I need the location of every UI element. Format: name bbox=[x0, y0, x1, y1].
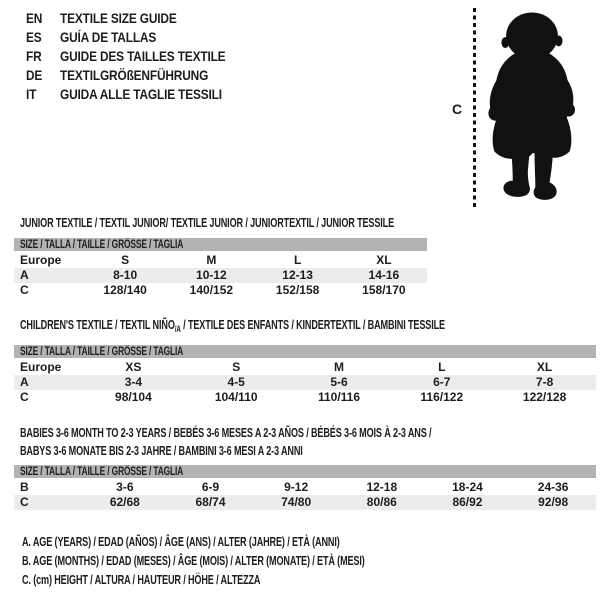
table-cell: 74/80 bbox=[281, 495, 312, 509]
lang-label: TEXTILE SIZE GUIDE bbox=[60, 10, 177, 26]
table-cell: 8-10 bbox=[113, 268, 138, 282]
table-cell: 92/98 bbox=[538, 495, 569, 509]
table-cell: M bbox=[333, 360, 344, 374]
table-cell: C bbox=[20, 390, 29, 404]
table-cell: 3-4 bbox=[124, 375, 143, 389]
babies-size-table bbox=[14, 465, 596, 510]
table-cell: M bbox=[206, 253, 217, 267]
table-cell: 80/86 bbox=[366, 495, 397, 509]
children-title-sub: /A bbox=[174, 324, 181, 334]
babies-title-line1: BABIES 3-6 MONTH TO 2-3 YEARS / BEBÉS 3-6 MESES A 2-3 AÑOS / BÉBÉS 3-6 MOIS À 2-3 ANS / bbox=[20, 425, 432, 440]
lang-code: FR bbox=[26, 48, 42, 64]
table-row bbox=[14, 495, 596, 510]
table-cell: 24-36 bbox=[537, 480, 569, 494]
size-header-row bbox=[14, 465, 596, 479]
table-cell: 6-7 bbox=[433, 375, 451, 389]
table-cell: 152/158 bbox=[275, 283, 320, 297]
table-cell: XL bbox=[536, 360, 553, 374]
table-row bbox=[14, 283, 427, 298]
table-cell: 6-9 bbox=[201, 480, 220, 494]
table-cell: 12-13 bbox=[282, 268, 313, 282]
table-cell: 98/104 bbox=[115, 390, 152, 404]
size-header-bar: SIZE / TALLA / TAILLE / GRÖSSE / TAGLIA bbox=[14, 345, 596, 359]
lang-code: EN bbox=[26, 10, 43, 26]
table-cell: S bbox=[121, 253, 130, 267]
size-header-bar: SIZE / TALLA / TAILLE / GRÖSSE / TAGLIA bbox=[14, 238, 427, 252]
toddler-silhouette-icon bbox=[486, 4, 578, 210]
lang-row-en bbox=[26, 9, 255, 28]
lang-label: GUÍA DE TALLAS bbox=[60, 29, 157, 45]
table-cell: A bbox=[20, 375, 29, 389]
height-measure-label: C bbox=[452, 101, 463, 117]
table-cell: 68/74 bbox=[195, 495, 226, 509]
table-cell: 140/152 bbox=[189, 283, 234, 297]
height-measure-dotted-line bbox=[473, 8, 476, 210]
table-cell: B bbox=[20, 480, 29, 494]
table-row bbox=[14, 252, 427, 268]
table-cell: C bbox=[20, 283, 29, 297]
table-cell: 116/122 bbox=[420, 390, 464, 404]
lang-row-es bbox=[26, 28, 255, 47]
table-cell: 128/140 bbox=[103, 283, 147, 297]
table-cell: XS bbox=[125, 360, 142, 374]
table-cell: 110/116 bbox=[317, 390, 361, 404]
size-header-bar: SIZE / TALLA / TAILLE / GRÖSSE / TAGLIA bbox=[14, 465, 596, 479]
table-cell: 5-6 bbox=[330, 375, 348, 389]
table-cell: 18-24 bbox=[452, 480, 483, 494]
lang-label: GUIDA ALLE TAGLIE TESSILI bbox=[60, 86, 222, 102]
table-cell: 14-16 bbox=[368, 268, 400, 282]
table-row bbox=[14, 479, 596, 495]
table-cell: 9-12 bbox=[284, 480, 309, 494]
table-cell: C bbox=[20, 495, 29, 509]
lang-row-de bbox=[26, 66, 255, 85]
section-junior bbox=[14, 216, 427, 298]
section-title-babies bbox=[14, 424, 596, 460]
table-cell: 122/128 bbox=[522, 390, 567, 404]
table-cell: Europe bbox=[20, 253, 62, 267]
lang-label: TEXTILGRÖßENFÜHRUNG bbox=[60, 67, 209, 83]
note-height: C. (cm) HEIGHT / ALTURA / HAUTEUR / HÖHE / ALTEZZA bbox=[22, 572, 261, 587]
children-title-prefix: CHILDREN'S TEXTILE / TEXTIL NIÑO bbox=[20, 317, 175, 332]
table-cell: 86/92 bbox=[452, 495, 483, 509]
section-children bbox=[14, 318, 596, 405]
table-cell: A bbox=[20, 268, 29, 282]
children-size-table bbox=[14, 345, 596, 405]
table-cell: L bbox=[438, 360, 446, 374]
table-cell: 158/170 bbox=[362, 283, 406, 297]
babies-title-line2: BABYS 3-6 MONATE BIS 2-3 JAHRE / BAMBINI 3-6 MESI A 2-3 ANNI bbox=[20, 443, 303, 458]
section-babies bbox=[14, 424, 596, 510]
junior-size-table bbox=[14, 238, 427, 298]
lang-row-it bbox=[26, 85, 255, 104]
table-cell: 62/68 bbox=[109, 495, 140, 509]
table-cell: 4-5 bbox=[227, 375, 245, 389]
lang-row-fr bbox=[26, 47, 255, 66]
table-row bbox=[14, 390, 596, 405]
lang-label: GUIDE DES TAILLES TEXTILE bbox=[60, 48, 226, 64]
size-header-row bbox=[14, 345, 596, 359]
lang-code: DE bbox=[26, 67, 43, 83]
table-cell: S bbox=[232, 360, 241, 374]
note-age-months: B. AGE (MONTHS) / EDAD (MESES) / ÂGE (MOIS) / ALTER (MONATE) / ETÀ (MESI) bbox=[22, 553, 365, 568]
table-cell: 104/110 bbox=[214, 390, 258, 404]
section-title-junior: JUNIOR TEXTILE / TEXTIL JUNIOR/ TEXTILE JUNIOR / JUNIORTEXTIL / JUNIOR TESSILE bbox=[20, 215, 395, 230]
table-cell: 7-8 bbox=[535, 375, 554, 389]
table-cell: L bbox=[293, 253, 302, 267]
table-row bbox=[14, 359, 596, 375]
lang-code: ES bbox=[26, 29, 42, 45]
table-row bbox=[14, 375, 596, 390]
measure-notes bbox=[22, 532, 512, 589]
language-legend bbox=[26, 9, 255, 104]
section-title-children bbox=[14, 318, 596, 333]
table-cell: 12-18 bbox=[366, 480, 398, 494]
table-row bbox=[14, 268, 427, 283]
table-cell: XL bbox=[376, 253, 392, 267]
size-header-row bbox=[14, 238, 427, 252]
table-cell: Europe bbox=[20, 360, 62, 374]
table-cell: 10-12 bbox=[196, 268, 227, 282]
lang-code: IT bbox=[26, 86, 37, 102]
note-age-years: A. AGE (YEARS) / EDAD (AÑOS) / ÂGE (ANS) / ALTER (JAHRE) / ETÀ (ANNI) bbox=[22, 534, 340, 549]
table-cell: 3-6 bbox=[116, 480, 134, 494]
children-title-suffix: / TEXTILE DES ENFANTS / KINDERTEXTIL / BAMBINI TESSILE bbox=[180, 317, 445, 332]
